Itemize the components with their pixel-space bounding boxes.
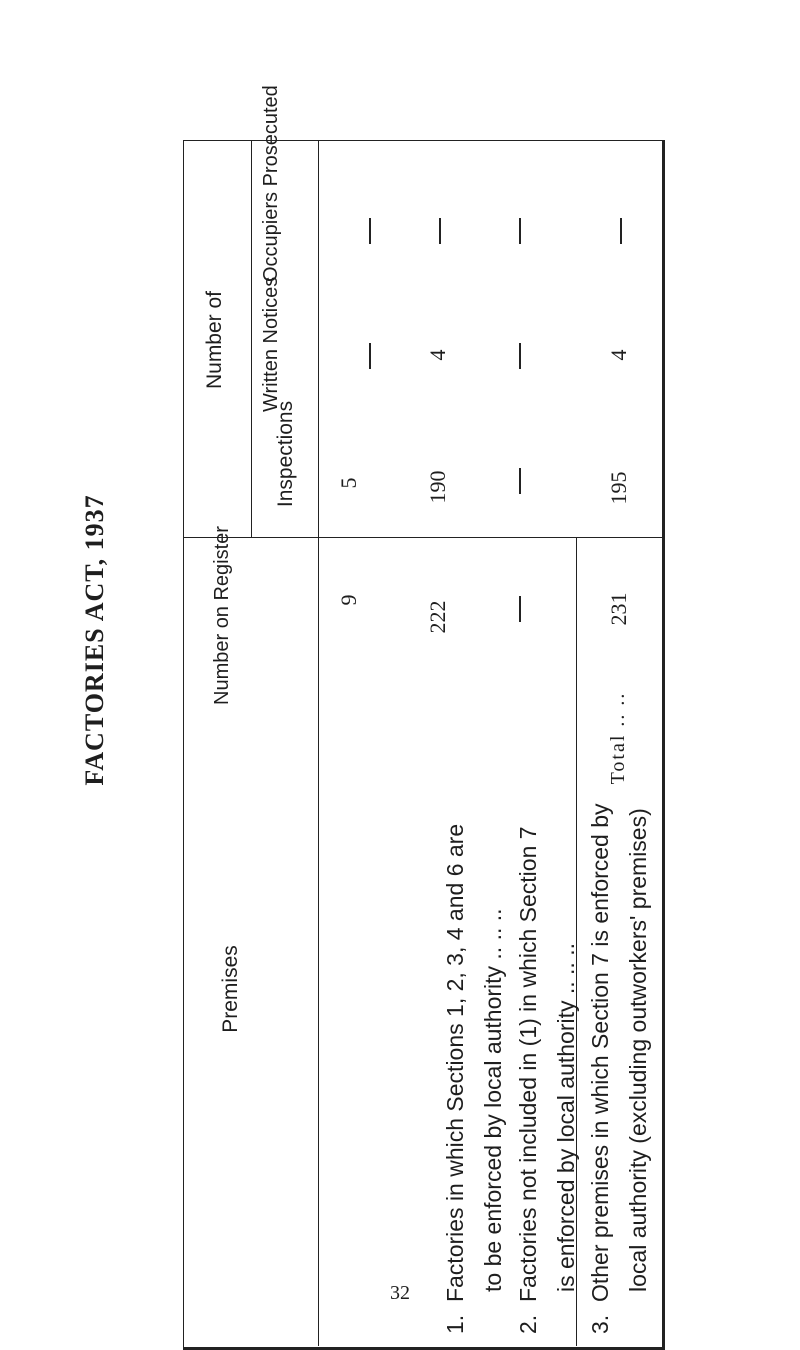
row-3-text-line1: Other premises in which Section 7 is enforced by [587,803,613,1303]
premises-header: Premises [219,945,242,1033]
inspections-header: Inspections [274,400,297,508]
number-of-header: Number of [203,290,226,390]
row-1-text-line2: to be enforced by local authority .. .. .. [480,908,506,1292]
page-title: FACTORIES ACT, 1937 [80,494,109,786]
row-2-register: 222 [425,600,450,634]
section-divider-rule [184,537,663,538]
occupiers-prosecuted-header [259,85,311,282]
total-notices: 4 [606,349,631,361]
row-1-inspections: 5 [336,477,361,489]
row-3-text-line2: local authority (excluding outworkers' premises) [625,808,651,1292]
number-on-register-header [210,526,262,705]
row-2-inspections: 190 [425,470,450,504]
row-3-prosecuted [519,218,521,244]
page-number: 32 [390,1282,410,1304]
row-2-text-line1: Factories not included in (1) in which Section 7 [515,826,541,1303]
row-1-text-line1: Factories in which Sections 1, 2, 3, 4 and 6 are [442,823,468,1303]
row-1-premises [436,654,516,1334]
occupiers-prosecuted-label: Occupiers Prosecuted [260,85,282,282]
row-3-number: 3. [587,1314,613,1334]
row-2-premises [509,654,589,1334]
row-1-prosecuted [369,218,371,244]
row-2-text-line2: is enforced by local authority .. .. .. [553,943,579,1292]
row-2-notices: 4 [425,349,450,361]
row-3-inspections [519,468,521,494]
total-register: 231 [606,592,631,626]
row-1-notices [369,343,371,369]
row-3-notices [519,343,521,369]
total-prosecuted [620,218,622,244]
row-1-number: 1. [442,1314,468,1334]
row-3-register [519,596,521,622]
row-2-prosecuted [439,218,441,244]
row-2-number: 2. [515,1314,541,1334]
written-notices-label: Written Notices [260,276,282,412]
total-label: Total .. .. [607,691,629,785]
inspections-table [183,85,665,1350]
row-1-register: 9 [336,594,361,606]
total-inspections: 195 [606,471,631,505]
group-header-rule [251,141,252,537]
number-on-register-label: Number on Register [211,526,233,705]
header-bottom-rule [318,141,319,1346]
